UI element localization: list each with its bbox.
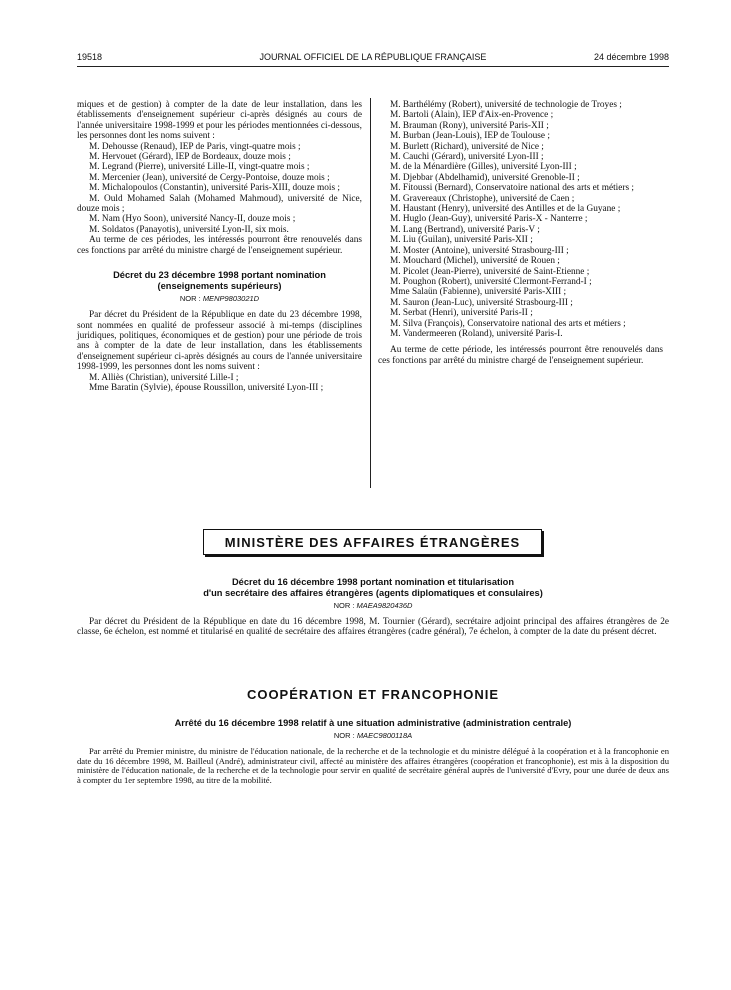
intro-paragraph: miques et de gestion) à compter de la date de leur installation, dans les établissements d'enseignement supérieur ci-après désignés au cours de l'année universitaire 1998-1999 et pour les périodes mentionnées ci-dessous, les personnes dont les noms suivent :	[77, 100, 362, 142]
ministry-heading-box	[203, 529, 542, 555]
nor-code: MAEC9800118A	[356, 731, 413, 740]
cooperation-heading: COOPÉRATION ET FRANCOPHONIE	[246, 687, 500, 702]
list-item: M. Ould Mohamed Salah (Mohamed Mahmoud), université de Nice, douze mois ;	[77, 193, 362, 215]
list-item: M. Huglo (Jean-Guy), université Paris-X - Nanterre ;	[390, 214, 588, 225]
nor-code: MENP9803021D	[202, 294, 260, 304]
list-item: M. Soldatos (Panayotis), université Lyon-II, six mois.	[89, 224, 289, 235]
right-column	[378, 100, 663, 366]
left-column	[77, 100, 362, 393]
list-item: M. de la Ménardière (Gilles), université Lyon-III ;	[390, 162, 577, 173]
nor-code: MAEA9820436D	[356, 601, 413, 610]
nor-reference	[77, 293, 362, 304]
issue-date: 24 décembre 1998	[593, 52, 669, 62]
list-item: M. Hervouet (Gérard), IEP de Bordeaux, douze mois ;	[89, 152, 291, 163]
list-item: Mme Baratin (Sylvie), épouse Roussillon, université Lyon-III ;	[89, 382, 324, 393]
decree-title-line: d'un secrétaire des affaires étrangères (agents diplomatiques et consulaires)	[203, 588, 543, 598]
nor-reference	[77, 600, 669, 611]
page-number: 19518	[77, 52, 103, 62]
ministry-decree-section	[77, 577, 669, 638]
list-item: M. Alliès (Christian), université Lille-I ;	[89, 372, 239, 383]
list-item: M. Mouchard (Michel), université de Rouen ;	[390, 256, 560, 267]
decree-title-line: Décret du 23 décembre 1998 portant nomination	[113, 270, 326, 281]
closing-paragraph: Au terme de ces périodes, les intéressés pourront être renouvelés dans ces fonctions par arrêté du ministre chargé de l'enseignement supérieur.	[77, 235, 362, 256]
list-item: M. Brauman (Rony), université Paris-XII ;	[390, 120, 549, 131]
list-item: M. Mercenier (Jean), université de Cergy-Pontoise, douze mois ;	[89, 172, 330, 183]
nor-reference	[77, 730, 669, 741]
list-item: M. Lang (Bertrand), université Paris-V ;	[390, 224, 540, 235]
list-item: M. Silva (François), Conservatoire national des arts et métiers ;	[390, 318, 626, 329]
list-item: M. Fitoussi (Bernard), Conservatoire national des arts et métiers ;	[390, 183, 634, 194]
list-item: M. Bartoli (Alain), IEP d'Aix-en-Provence ;	[390, 110, 554, 121]
decree-body: Par décret du Président de la République en date du 16 décembre 1998, M. Tournier (Gérard), secrétaire adjoint principal des affaires étrangères de 2e classe, 6e échelon, est nommé et titularisé en qualité de secrétaire des affaires étrangères (cadre général), 7e échelon, à compter de la date du présent décret.	[77, 617, 669, 638]
list-item: M. Poughon (Robert), université Clermont-Ferrand-I ;	[390, 276, 592, 287]
decree-title	[77, 270, 362, 292]
list-item: M. Barthélémy (Robert), université de technologie de Troyes ;	[390, 100, 622, 110]
list-item: M. Gravereaux (Christophe), université de Caen ;	[390, 193, 575, 204]
decree-title	[77, 577, 669, 599]
cooperation-arrete-section	[77, 718, 669, 785]
list-item: M. Liu (Guilan), université Paris-XII ;	[390, 235, 533, 246]
list-item: M. Nam (Hyo Soon), université Nancy-II, douze mois ;	[89, 214, 296, 225]
list-item: M. Cauchi (Gérard), université Lyon-III ;	[390, 152, 544, 163]
list-item: M. Vandermeeren (Roland), université Paris-I.	[390, 328, 563, 339]
decree-title-line: (enseignements supérieurs)	[157, 281, 282, 292]
list-item: M. Burlett (Richard), université de Nice ;	[390, 141, 544, 152]
decree-body: Par décret du Président de la République en date du 23 décembre 1998, sont nommées en qualité de professeur associé à mi-temps (disciplines juridiques, politiques, économiques et de gestion) pour une période de trois ans à compter de la date de leur installation, dans les établissements d'enseignement supérieur ci-après désignés au cours de l'année universitaire 1998-1999, les personnes dont les noms suivent :	[77, 310, 362, 373]
list-item: M. Burban (Jean-Louis), IEP de Toulouse ;	[390, 131, 550, 142]
list-item: M. Moster (Antoine), université Strasbourg-III ;	[390, 245, 569, 256]
list-item: Mme Salaün (Fabienne), université Paris-XIII ;	[390, 287, 567, 298]
list-item: M. Djebbar (Abdelhamid), université Grenoble-II ;	[390, 172, 580, 183]
nor-label: NOR :	[333, 731, 355, 740]
list-item: M. Legrand (Pierre), université Lille-II, vingt-quatre mois ;	[89, 162, 310, 173]
column-divider	[370, 98, 371, 488]
journal-title: JOURNAL OFFICIEL DE LA RÉPUBLIQUE FRANÇAISE	[259, 52, 487, 62]
header-rule	[77, 66, 669, 67]
list-item: M. Sauron (Jean-Luc), université Strasbourg-III ;	[390, 297, 573, 308]
nor-label: NOR :	[179, 294, 201, 304]
list-item: M. Haustant (Henry), université des Antilles et de la Guyane ;	[390, 204, 621, 215]
closing-paragraph: Au terme de cette période, les intéressés pourront être renouvelés dans ces fonctions par arrêté du ministre chargé de l'enseignement supérieur.	[378, 345, 663, 366]
arrete-title: Arrêté du 16 décembre 1998 relatif à une situation administrative (administration centrale)	[174, 718, 572, 728]
ministry-title: MINISTÈRE DES AFFAIRES ÉTRANGÈRES	[224, 534, 521, 550]
arrete-body: Par arrêté du Premier ministre, du ministre de l'éducation nationale, de la recherche et de la technologie et du ministre délégué à la coopération et à la francophonie en date du 16 décembre 1998, M. Bailleul (André), administrateur civil, affecté au ministère des affaires étrangères (coopération et francophonie), est mis à la disposition du ministère de l'éducation nationale, de la recherche et de la technologie pour servir en qualité de secrétaire général auprès de l'université d'Evry, pour une durée de deux ans à compter du 1er septembre 1998, au titre de la mobilité.	[77, 746, 669, 785]
nor-label: NOR :	[333, 601, 355, 610]
decree-title-line: Décret du 16 décembre 1998 portant nomination et titularisation	[231, 577, 515, 587]
list-item: M. Picolet (Jean-Pierre), université de Saint-Etienne ;	[390, 266, 590, 277]
list-item: M. Serbat (Henri), université Paris-II ;	[390, 308, 533, 319]
list-item: M. Michalopoulos (Constantin), université Paris-XIII, douze mois ;	[89, 183, 340, 194]
list-item: M. Dehousse (Renaud), IEP de Paris, vingt-quatre mois ;	[89, 141, 301, 152]
